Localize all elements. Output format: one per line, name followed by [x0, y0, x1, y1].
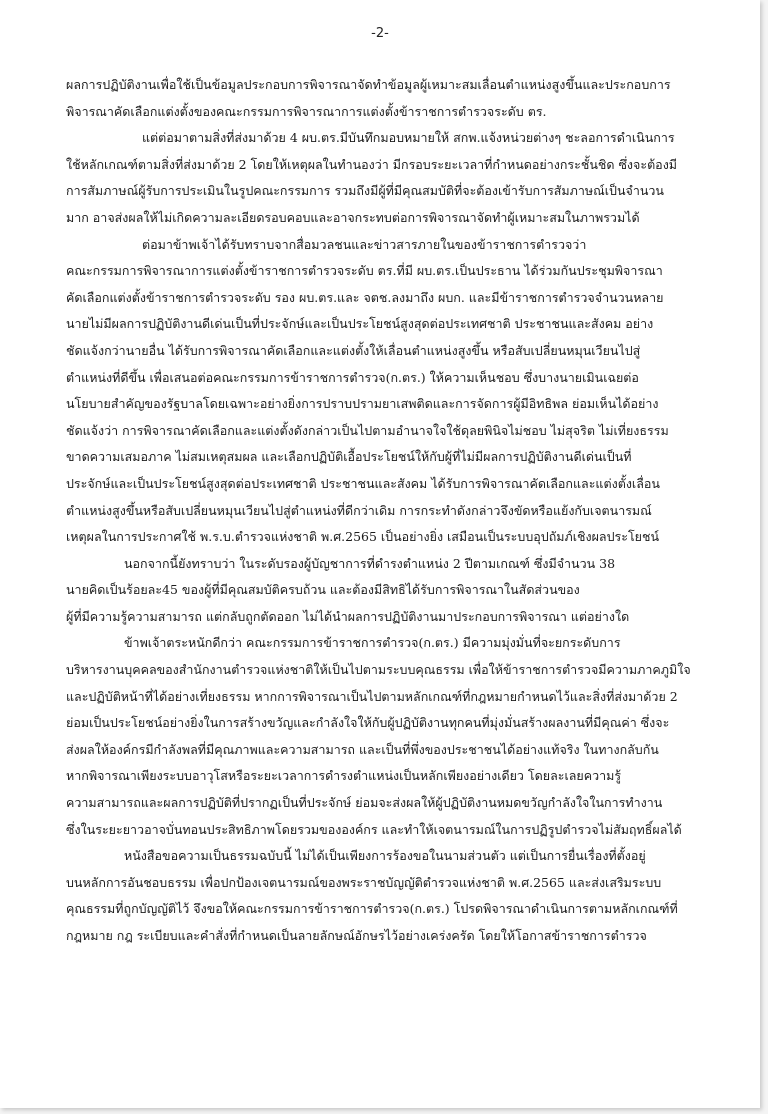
paragraph-line: บริหารงานบุคคลของสำนักงานตำรวจแห่งชาติให้เป็นไปตามระบบคุณธรรม เพื่อให้ข้าราชการตำรวจมีความภาคภูมิใจ	[66, 662, 691, 678]
paragraph-line: ผู้ที่มีความรู้ความสามารถ แต่กลับถูกตัดออก ไม่ได้นำผลการปฏิบัติงานมาประกอบการพิจารณา แต่อย่างใด	[66, 608, 630, 624]
paragraph-line: นโยบายสำคัญของรัฐบาลโดยเฉพาะอย่างยิ่งการปราบปรามยาเสพติดและการจัดการผู้มีอิทธิพล ย่อมเห็นได้อย่าง	[66, 396, 659, 412]
paragraph-line: ผลการปฏิบัติงานเพื่อใช้เป็นข้อมูลประกอบการพิจารณาจัดทำข้อมูลผู้เหมาะสมเลื่อนตำแหน่งสูงขึ้นและประกอบการ	[66, 77, 671, 92]
paragraph-line: ต่อมาข้าพเจ้าได้รับทราบจากสื่อมวลชนและข่าวสารภายในของข้าราชการตำรวจว่า	[142, 236, 587, 252]
paragraph-line: ตำแหน่งสูงขึ้นหรือสับเปลี่ยนหมุนเวียนไปสู่ตำแหน่งที่ดีกว่าเดิม การกระทำดังกล่าวจึงขัดหรือแย้งกับเจตนารมณ์	[66, 502, 652, 518]
paragraph-line: ความสามารถและผลการปฏิบัติที่ปรากฏเป็นที่ประจักษ์ ย่อมจะส่งผลให้ผู้ปฏิบัติงานหมดขวัญกำลังใจในการทำงาน	[66, 795, 663, 811]
paragraph-line: ตำแหน่งที่ดีขึ้น เพื่อเสนอต่อคณะกรรมการข้าราชการตำรวจ(ก.ตร.) ให้ความเห็นชอบ ซึ่งบางนายเมินเฉยต่อ	[66, 369, 639, 385]
paragraph-line: หากพิจารณาเพียงระบบอาวุโสหรือระยะเวลาการดำรงตำแหน่งเป็นหลักเพียงอย่างเดียว โดยละเลยความรู้	[66, 768, 622, 784]
paragraph-line: นายไม่มีผลการปฏิบัติงานดีเด่นเป็นที่ประจักษ์และเป็นประโยชน์สูงสุดต่อประเทศชาติ ประชาชนและสังคม อย่าง	[66, 316, 654, 332]
paragraph-line: และปฏิบัติหน้าที่ได้อย่างเที่ยงธรรม หากการพิจารณาเป็นไปตามหลักเกณฑ์ที่กฎหมายกำหนดไว้และสิ่งที่ส่งมาด้วย 2	[66, 688, 678, 704]
paragraph-line: ซึ่งในระยะยาวอาจบั่นทอนประสิทธิภาพโดยรวมขององค์กร และทำให้เจตนารมณ์ในการปฏิรูปตำรวจไม่สัมฤทธิ์ผลได้	[66, 821, 682, 837]
document-body	[66, 72, 691, 950]
paragraph-line: มาก อาจส่งผลให้ไม่เกิดความละเอียดรอบคอบและอาจกระทบต่อการพิจารณาจัดทำผู้เหมาะสมในภาพรวมได้	[66, 209, 640, 225]
paragraph-line: เหตุผลในการประกาศใช้ พ.ร.บ.ตำรวจแห่งชาติ พ.ศ.2565 เป็นอย่างยิ่ง เสมือนเป็นระบบอุปถัมภ์เชิงผลประโยชน์	[66, 529, 660, 545]
paragraph-line: ชัดแจ้งว่า การพิจารณาคัดเลือกและแต่งตั้งดังกล่าวเป็นไปตามอำนาจใจใช้ดุลยพินิจไม่ชอบ ไม่สุจริต ไม่เที่ยงธรรม	[66, 422, 669, 438]
paragraph-line: ข้าพเจ้าตระหนักดีกว่า คณะกรรมการข้าราชการตำรวจ(ก.ตร.) มีความมุ่งมั่นที่จะยกระดับการ	[124, 635, 621, 651]
paragraph-line: กฎหมาย กฎ ระเบียบและคำสั่งที่กำหนดเป็นลายลักษณ์อักษรไว้อย่างเคร่งครัด โดยให้โอกาสข้าราชการตำรวจ	[66, 928, 647, 943]
paragraph-line: หนังสือขอความเป็นธรรมฉบับนี้ ไม่ได้เป็นเพียงการร้องขอในนามส่วนตัว แต่เป็นการยื่นเรื่องที่ตั้งอยู่	[124, 848, 646, 864]
paragraph-line: แต่ต่อมาตามสิ่งที่ส่งมาด้วย 4 ผบ.ตร.มีบันทึกมอบหมายให้ สกพ.แจ้งหน่วยต่างๆ ชะลอการดำเนินการ	[142, 130, 675, 146]
paragraph-line: ใช้หลักเกณฑ์ตามสิ่งที่ส่งมาด้วย 2 โดยให้เหตุผลในทำนองว่า มีกรอบระยะเวลาที่กำหนดอย่างกระชั้นชิด ซึ่งจะต้องมี	[66, 156, 678, 172]
paragraph-line: การสัมภาษณ์ผู้รับการประเมินในรูปคณะกรรมการ รวมถึงมีผู้ที่มีคุณสมบัติที่จะต้องเข้ารับการสัมภาษณ์เป็นจำนวน	[66, 183, 664, 199]
paragraph-line: นายคิดเป็นร้อยละ45 ของผู้ที่มีคุณสมบัติครบถ้วน และต้องมีสิทธิได้รับการพิจารณาในสัดส่วนของ	[66, 582, 580, 598]
paragraph-line: คัดเลือกแต่งตั้งข้าราชการตำรวจระดับ รอง ผบ.ตร.และ จตช.ลงมาถึง ผบก. และมีข้าราชการตำรวจจำนวนหลาย	[66, 289, 664, 305]
paragraph-line: พิจารณาคัดเลือกแต่งตั้งของคณะกรรมการพิจารณาการแต่งตั้งข้าราชการตำรวจระดับ ตร.	[66, 103, 547, 119]
paragraph-line: ส่งผลให้องค์กรมีกำลังพลที่มีคุณภาพและความสามารถ และเป็นที่พึ่งของประชาชนได้อย่างแท้จริง ในทางกลับกัน	[66, 741, 659, 757]
paragraph-line: ย่อมเป็นประโยชน์อย่างยิ่งในการสร้างขวัญและกำลังใจให้กับผู้ปฏิบัติงานทุกคนที่มุ่งมั่นสร้างผลงานที่มีคุณค่า ซึ่งจะ	[66, 715, 670, 731]
paragraph-line: ขาดความเสมอภาค ไม่สมเหตุสมผล และเลือกปฏิบัติเอื้อประโยชน์ให้กับผู้ที่ไม่มีผลการปฏิบัติงานดีเด่นเป็นที่	[66, 449, 632, 465]
page-number: -2-	[371, 26, 389, 41]
paragraph-line: ประจักษ์และเป็นประโยชน์สูงสุดต่อประเทศชาติ ประชาชนและสังคม ได้รับการพิจารณาคัดเลือกและแต่งตั้งเลื่อน	[66, 475, 660, 491]
paragraph-line: บนหลักการอันชอบธรรม เพื่อปกป้องเจตนารมณ์ของพระราชบัญญัติตำรวจแห่งชาติ พ.ศ.2565 และส่งเสริมระบบ	[66, 874, 662, 890]
paragraph-line: นอกจากนี้ยังทราบว่า ในระดับรองผู้บัญชาการที่ดำรงตำแหน่ง 2 ปีตามเกณฑ์ ซึ่งมีจำนวน 38	[124, 555, 616, 571]
paragraph-line: ชัดแจ้งกว่านายอื่น ได้รับการพิจารณาคัดเลือกและแต่งตั้งให้เลื่อนตำแหน่งสูงขึ้น หรือสับเปลี่ยนหมุนเวียนไปสู่	[66, 342, 641, 358]
paragraph-line: คุณธรรมที่ถูกบัญญัติไว้ จึงขอให้คณะกรรมการข้าราชการตำรวจ(ก.ตร.) โปรดพิจารณาดำเนินการตามหลักเกณฑ์ที่	[66, 901, 678, 917]
paragraph-line: คณะกรรมการพิจารณาการแต่งตั้งข้าราชการตำรวจระดับ ตร.ที่มี ผบ.ตร.เป็นประธาน ได้ร่วมกันประชุมพิจารณา	[66, 263, 663, 279]
